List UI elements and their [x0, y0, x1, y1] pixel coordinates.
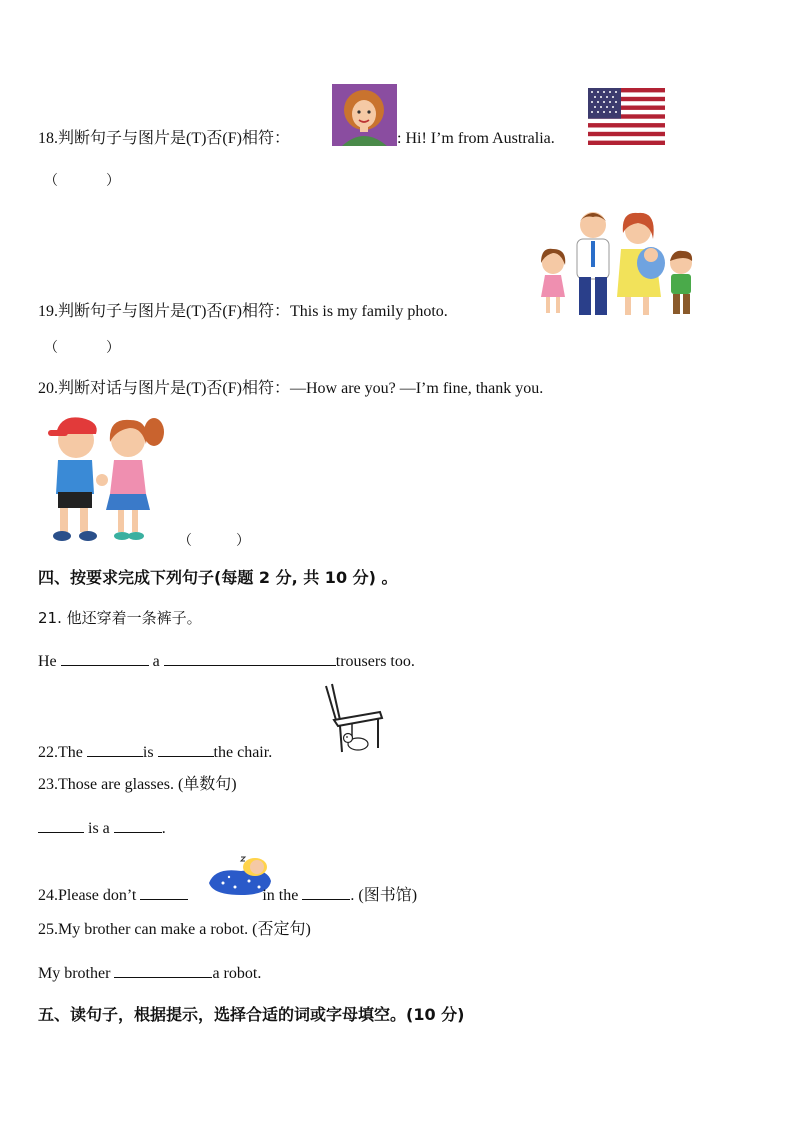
section-5-heading: 五、读句子，根据提示，选择合适的词或字母填空。(10 分) — [38, 1005, 465, 1024]
q23-text: 23.Those are glasses. (单数句) — [38, 776, 237, 793]
q21-blank2[interactable] — [164, 650, 336, 666]
kids-greeting-icon — [38, 410, 172, 544]
q18-answer-paren[interactable] — [44, 170, 120, 190]
paren-close: ） — [106, 174, 120, 189]
q22-line — [38, 741, 272, 763]
paren-open: （ — [44, 341, 58, 356]
q19-answer-paren[interactable] — [44, 337, 120, 357]
q23-blank1[interactable] — [38, 817, 84, 833]
chair-dog-icon — [322, 682, 384, 754]
q22-part1: 22.The — [38, 744, 87, 761]
section-4-heading: 四、按要求完成下列句子(每题 2 分, 共 10 分) 。 — [38, 568, 398, 587]
q22-part2: is — [142, 744, 158, 761]
q24-line — [38, 884, 417, 906]
q25-line — [38, 962, 261, 984]
q24-part1: 24.Please don’t — [38, 887, 141, 904]
q25-text: 25.My brother can make a robot. (否定句) — [38, 921, 311, 938]
q18-sentence: : Hi! I’m from Australia. — [397, 130, 555, 147]
q21-part3: trousers too. — [335, 653, 415, 670]
q23-part1: is a — [88, 820, 114, 837]
family-picture-icon — [533, 205, 711, 317]
q25-part1: My brother — [38, 965, 115, 982]
q23-blank2[interactable] — [114, 817, 162, 833]
q23-part2: . — [161, 820, 166, 837]
paren-close: ） — [236, 534, 250, 549]
q19-text: 19.判断句子与图片是(T)否(F)相符：This is my family photo. — [38, 303, 448, 320]
usa-flag-icon — [588, 88, 665, 145]
q25-blank1[interactable] — [114, 962, 212, 978]
q21-blank1[interactable] — [61, 650, 149, 666]
q24-part2: in the — [262, 887, 303, 904]
q24-part3: . (图书馆) — [350, 887, 418, 904]
q24-blank1[interactable] — [140, 884, 188, 900]
q18-instruction: 18.判断句子与图片是(T)否(F)相符： — [38, 130, 290, 147]
paren-open: （ — [178, 534, 192, 549]
paren-close: ） — [106, 341, 120, 356]
q23-line — [38, 817, 166, 839]
q21-part1: He — [38, 653, 61, 670]
q25-part2: a robot. — [212, 965, 262, 982]
girl-portrait-icon — [332, 84, 397, 146]
q22-blank1[interactable] — [87, 741, 143, 757]
q24-blank2[interactable] — [302, 884, 350, 900]
q22-blank2[interactable] — [158, 741, 214, 757]
q20-text: 20.判断对话与图片是(T)否(F)相符：—How are you? —I’m fine, thank you. — [38, 380, 544, 397]
q21-line — [38, 650, 415, 672]
q21-part2: a — [152, 653, 164, 670]
q20-answer-paren[interactable] — [178, 530, 250, 550]
q18-text — [38, 129, 290, 149]
q21-text: 21. 他还穿着一条裤子。 — [38, 609, 202, 627]
q22-part3: the chair. — [213, 744, 273, 761]
paren-open: （ — [44, 174, 58, 189]
